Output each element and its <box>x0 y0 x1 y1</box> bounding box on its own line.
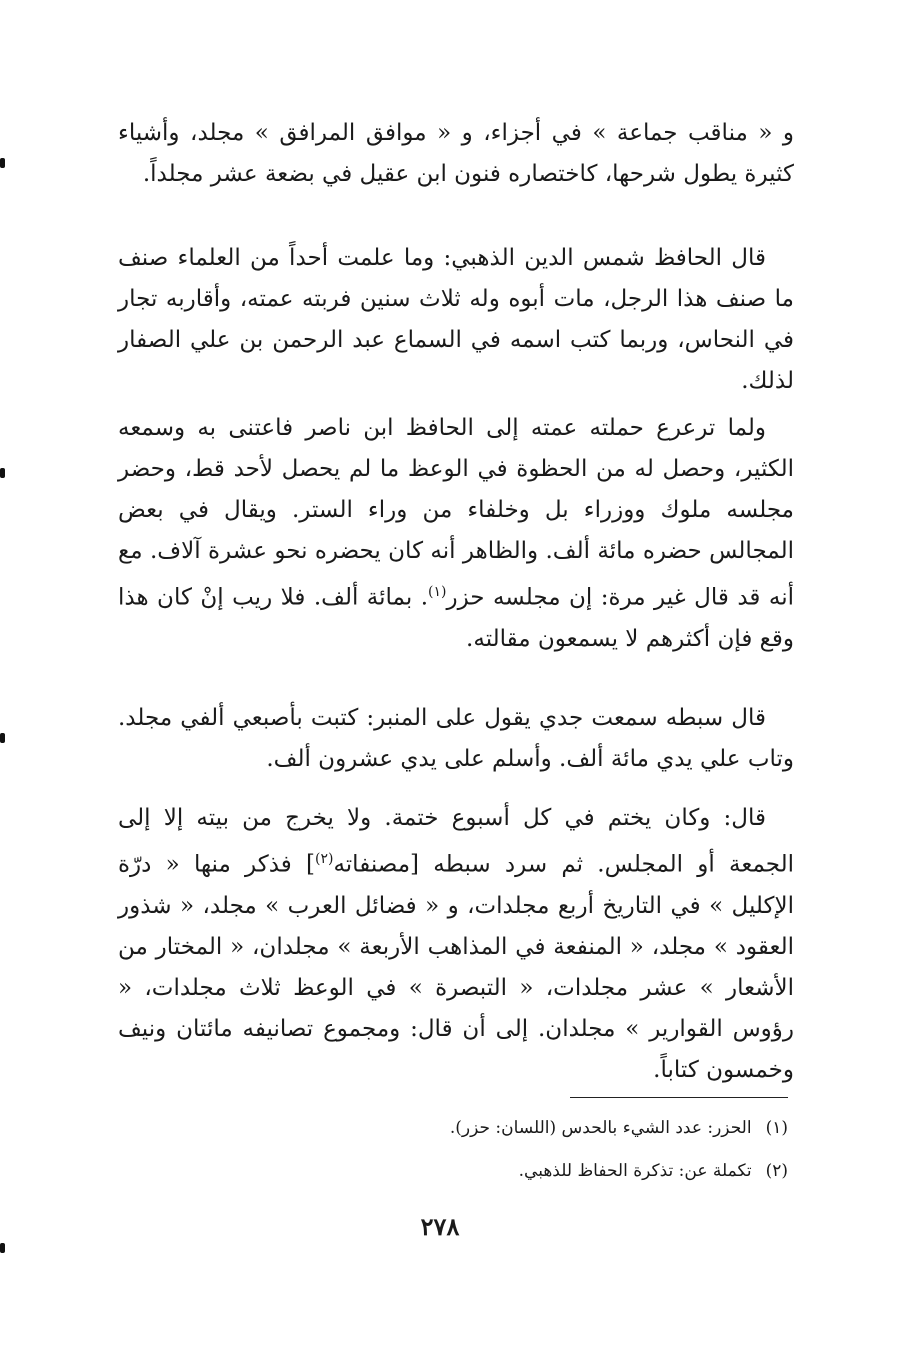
footnote-2 <box>300 1159 788 1183</box>
footnote-2-text: تكملة عن: تذكرة الحفاظ للذهبي. <box>518 1161 752 1181</box>
footnote-ref-1: (١) <box>428 584 447 600</box>
page-number: ٢٧٨ <box>420 1212 460 1241</box>
paragraph-5 <box>118 798 794 1091</box>
scan-edge-mark <box>0 468 5 478</box>
paragraph-4 <box>118 698 794 780</box>
footnote-1-number: (١) <box>765 1118 788 1138</box>
paragraph-3 <box>118 408 794 660</box>
paragraph-4-text: قال سبطه سمعت جدي يقول على المنبر: كتبت بأصبعي ألفي مجلد. وتاب علي يدي مائة ألف. وأسلم على يدي عشرون ألف. <box>118 705 794 772</box>
paragraph-5-text-rest: ] فذكر منها « درّة الإكليل » في التاريخ أربع مجلدات، و « فضائل العرب » مجلد، « شذور العقود » مجلد، « المنفعة في المذاهب الأربعة » مجلدان، « المختار من الأشعار » عشر مجلدات، « التبصرة » في الوعظ ثلاث مجلدات، « رؤوس القوارير » مجلدان. إلى أن قال: ومجموع تصانيفه مائتان ونيف وخمسون كتاباً. <box>118 851 794 1083</box>
scan-edge-mark <box>0 733 5 743</box>
footnote-2-number: (٢) <box>765 1161 788 1181</box>
paragraph-1-text: و « مناقب جماعة » في أجزاء، و « موافق المرافق » مجلد، وأشياء كثيرة يطول شرحها، كاختصاره فنون ابن عقيل في بضعة عشر مجلداً. <box>118 120 794 187</box>
footnote-1 <box>300 1116 788 1140</box>
footnote-divider <box>570 1097 788 1098</box>
scan-edge-mark <box>0 158 5 168</box>
paragraph-5-text: قال: وكان يختم في كل أسبوع ختمة. ولا يخرج من بيته إلا إلى الجمعة أو المجلس. ثم سرد سبطه [مصنفاته <box>118 805 795 878</box>
scan-edge-mark <box>0 1243 5 1253</box>
paragraph-1 <box>118 113 794 195</box>
paragraph-2-text: قال الحافظ شمس الدين الذهبي: وما علمت أحداً من العلماء صنف ما صنف هذا الرجل، مات أبوه وله ثلاث سنين فربته عمته، وأقاربه تجار في النحاس، وربما كتب اسمه في السماع عبد الرحمن بن علي الصفار لذلك. <box>118 245 794 394</box>
paragraph-2 <box>118 238 794 402</box>
footnote-1-text: الحزر: عدد الشيء بالحدس (اللسان: حزر). <box>449 1118 752 1138</box>
footnote-ref-2: (٢) <box>314 851 334 867</box>
paragraph-3-text-rest: . بمائة ألف. فلا ريب إنْ كان هذا وقع فإن أكثرهم لا يسمعون مقالته. <box>118 584 794 652</box>
paragraph-3-text: ولما ترعرع حملته عمته إلى الحافظ ابن ناصر فاعتنى به وسمعه الكثير، وحصل له من الحظوة في الوعظ ما لم يحصل لأحد قط، وحضر مجلسه ملوك ووزراء بل وخلفاء من وراء الستر. ويقال في بعض المجالس حضره مائة ألف. والظاهر أنه كان يحضره نحو عشرة آلاف. مع أنه قد قال غير مرة: إن مجلسه حزر <box>118 415 794 611</box>
